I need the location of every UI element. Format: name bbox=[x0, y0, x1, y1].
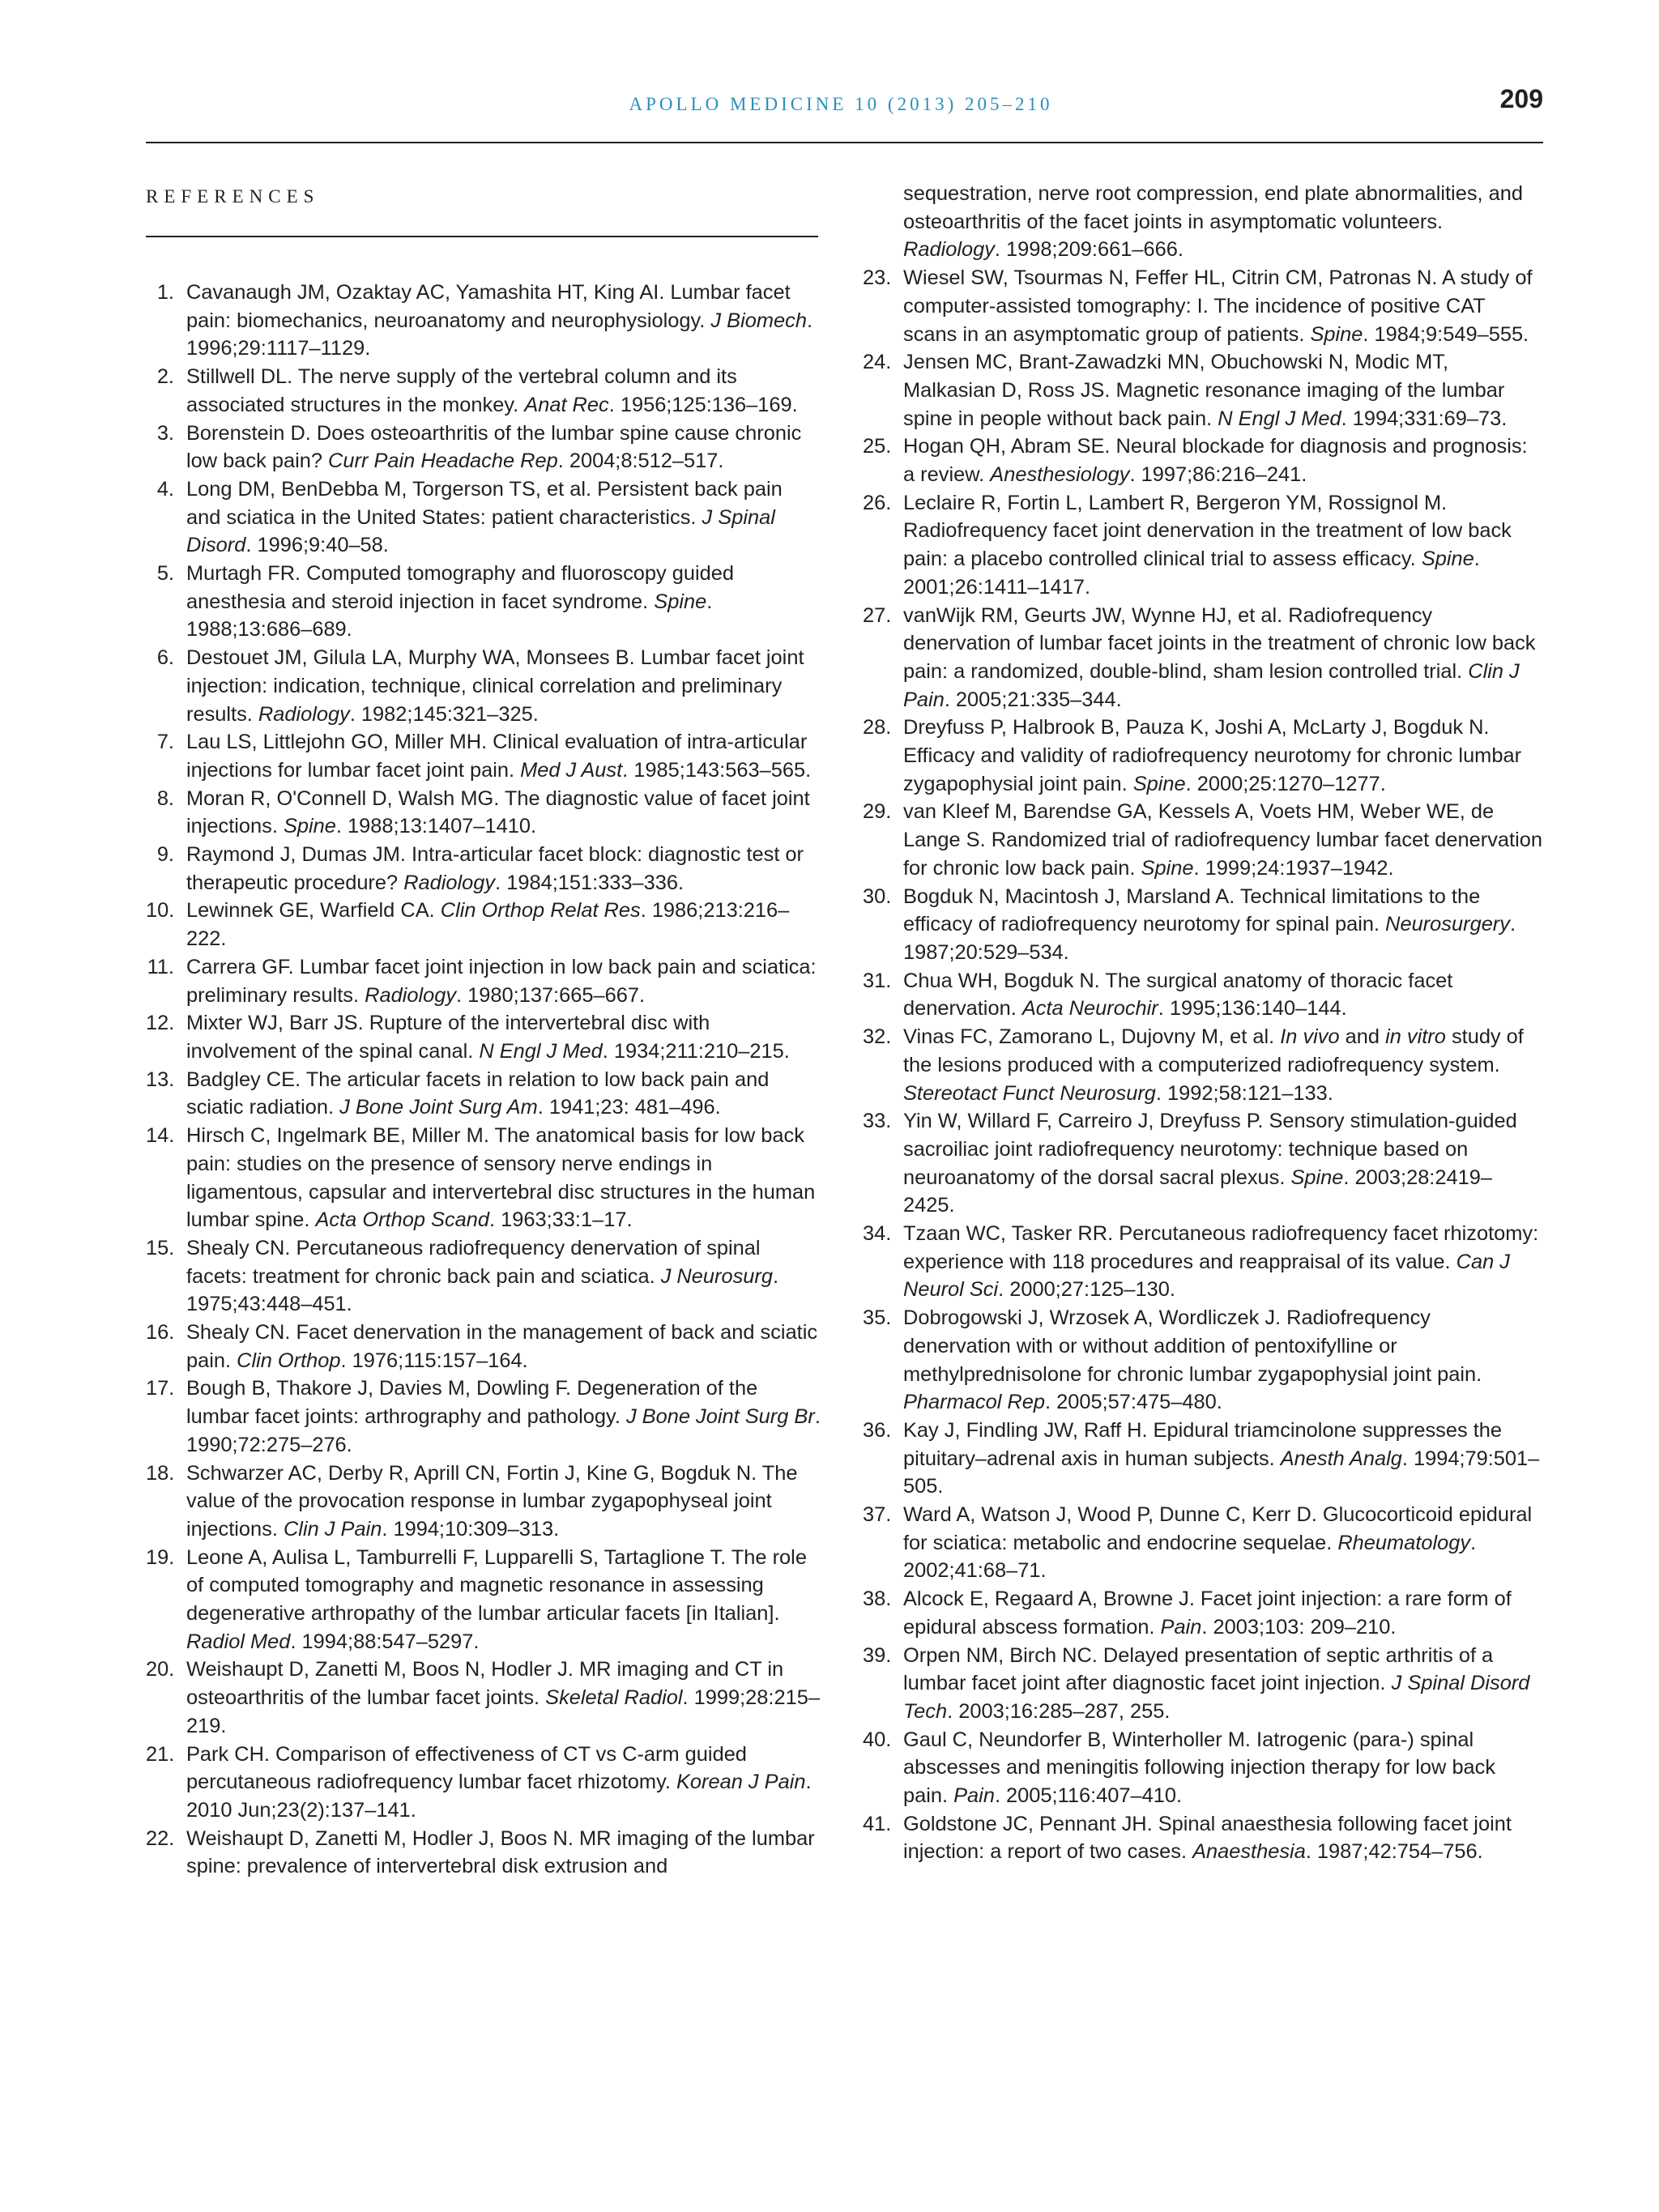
journal-name: Radiol Med bbox=[186, 1630, 291, 1653]
reference-text: vanWijk RM, Geurts JW, Wynne HJ, et al. Radiofrequency denervation of lumbar facet joints in the treatment of chronic low back pain: a randomized, double-blind, sham lesion controlled trial. bbox=[903, 603, 1536, 683]
reference-item bbox=[146, 728, 822, 784]
reference-citation: . 2005;116:407–410. bbox=[994, 1784, 1183, 1808]
journal-name: Can J Neurol Sci bbox=[903, 1250, 1510, 1302]
reference-text: Yin W, Willard F, Carreiro J, Dreyfuss P. Sensory stimulation-guided sacroiliac joint radiofrequency neurotomy: technique based on neuroanatomy of the dorsal sacral plexus. bbox=[903, 1110, 1517, 1189]
reference-item bbox=[146, 475, 822, 560]
reference-item bbox=[146, 897, 822, 953]
reference-text: Park CH. Comparison of effectiveness of CT vs C-arm guided percutaneous radiofrequency lumbar facet rhizotomy. bbox=[186, 1742, 747, 1794]
reference-text: Jensen MC, Brant-Zawadzki MN, Obuchowski N, Modic MT, Malkasian D, Ross JS. Magnetic resonance imaging of the lumbar spine in people without back pain. bbox=[903, 351, 1505, 430]
reference-item bbox=[146, 420, 822, 475]
reference-number: 10. bbox=[146, 899, 175, 923]
journal-name-3: Stereotact Funct Neurosurg bbox=[903, 1081, 1156, 1105]
reference-citation: . 1988;13:686–689. bbox=[186, 590, 713, 641]
reference-citation: . 1976;115:157–164. bbox=[340, 1349, 528, 1372]
reference-item bbox=[863, 1107, 1543, 1220]
journal-name: Skeletal Radiol bbox=[545, 1686, 683, 1710]
reference-citation-2: . 1992;58:121–133. bbox=[1155, 1081, 1333, 1105]
reference-text: Dreyfuss P, Halbrook B, Pauza K, Joshi A, McLarty J, Bogduk N. Efficacy and validity of radiofrequency neurotomy for chronic lumbar zygapophysial joint pain. bbox=[903, 716, 1522, 795]
reference-text: sequestration, nerve root compression, end plate abnormalities, and osteoarthritis of the facet joints in asymptomatic volunteers. bbox=[903, 182, 1523, 233]
reference-text: Hirsch C, Ingelmark BE, Miller M. The anatomical basis for low back pain: studies on the presence of sensory nerve endings in ligamentous, capsular and intervertebral disc structures in the human lumbar spine. bbox=[186, 1124, 816, 1232]
reference-text: Shealy CN. Percutaneous radiofrequency denervation of spinal facets: treatment for chronic back pain and sciatica. bbox=[186, 1236, 761, 1288]
reference-item bbox=[863, 1023, 1543, 1107]
reference-citation: . 2001;26:1411–1417. bbox=[903, 548, 1480, 599]
reference-citation: . 2002;41:68–71. bbox=[903, 1531, 1477, 1583]
reference-number: 27. bbox=[863, 603, 892, 627]
reference-number: 11. bbox=[147, 955, 174, 978]
reference-item bbox=[863, 1642, 1543, 1726]
journal-name: Anesthesiology bbox=[990, 463, 1130, 487]
section-divider bbox=[146, 236, 818, 237]
reference-citation: . 1999;24:1937–1942. bbox=[1193, 856, 1394, 880]
reference-text-2: study of the lesions produced with a computerized radiofrequency system. bbox=[903, 1025, 1524, 1076]
reference-citation: . 1980;137:665–667. bbox=[456, 983, 646, 1007]
reference-number: 31. bbox=[863, 969, 892, 992]
reference-text: Hogan QH, Abram SE. Neural blockade for diagnosis and prognosis: a review. bbox=[903, 435, 1528, 487]
reference-text: Long DM, BenDebba M, Torgerson TS, et al. Persistent back pain and sciatica in the United States: patient characteristics. bbox=[186, 477, 783, 529]
reference-citation: . 1941;23: 481–496. bbox=[537, 1096, 721, 1119]
reference-item bbox=[863, 1304, 1543, 1417]
reference-text: Bough B, Thakore J, Davies M, Dowling F. Degeneration of the lumbar facet joints: arthrography and pathology. bbox=[186, 1377, 758, 1429]
reference-number: 30. bbox=[863, 884, 892, 908]
reference-text: Vinas FC, Zamorano L, Dujovny M, et al. bbox=[903, 1025, 1281, 1049]
reference-item bbox=[863, 348, 1543, 433]
reference-citation: . 2003;103: 209–210. bbox=[1201, 1615, 1397, 1639]
reference-number: 21. bbox=[146, 1742, 175, 1766]
journal-name: Acta Orthop Scand bbox=[315, 1208, 490, 1232]
reference-citation: . 1990;72:275–276. bbox=[186, 1405, 821, 1456]
reference-citation: . 1996;9:40–58. bbox=[245, 534, 389, 557]
reference-item bbox=[146, 785, 822, 841]
reference-number: 8. bbox=[156, 786, 174, 810]
journal-name: N Engl J Med bbox=[479, 1039, 603, 1063]
reference-number: 37. bbox=[863, 1503, 892, 1527]
reference-citation: . 2010 Jun;23(2):137–141. bbox=[186, 1771, 812, 1822]
journal-name: J Neurosurg bbox=[660, 1264, 773, 1288]
reference-citation: . 1984;9:549–555. bbox=[1363, 322, 1529, 346]
reference-text: Lewinnek GE, Warfield CA. bbox=[186, 899, 441, 923]
journal-name: Spine bbox=[1421, 548, 1474, 571]
journal-name: Pain bbox=[1160, 1615, 1202, 1639]
reference-text: Weishaupt D, Zanetti M, Boos N, Hodler J. MR imaging and CT in osteoarthritis of the lumbar facet joints. bbox=[186, 1658, 784, 1710]
reference-item bbox=[863, 1726, 1543, 1810]
reference-text: Orpen NM, Birch NC. Delayed presentation of septic arthritis of a lumbar facet joint after diagnostic facet joint injection. bbox=[903, 1643, 1494, 1695]
reference-text: Carrera GF. Lumbar facet joint injection in low back pain and sciatica: preliminary results. bbox=[186, 955, 817, 1007]
reference-item bbox=[863, 180, 1543, 264]
journal-name: J Bone Joint Surg Br bbox=[625, 1405, 815, 1429]
reference-text: Borenstein D. Does osteoarthritis of the lumbar spine cause chronic low back pain? bbox=[186, 421, 802, 473]
reference-item bbox=[146, 1375, 822, 1459]
journal-name: Anesth Analg bbox=[1280, 1447, 1402, 1470]
reference-citation: . 2005;57:475–480. bbox=[1045, 1391, 1222, 1414]
reference-citation: . 2000;27:125–130. bbox=[998, 1278, 1175, 1302]
reference-number: 39. bbox=[863, 1643, 892, 1667]
reference-number: 16. bbox=[146, 1321, 175, 1345]
reference-item bbox=[863, 602, 1543, 714]
journal-name: Clin J Pain bbox=[903, 659, 1520, 711]
journal-name: Spine bbox=[1132, 772, 1186, 795]
journal-name: Spine bbox=[1310, 322, 1363, 346]
reference-item bbox=[863, 489, 1543, 602]
reference-citation: . 1987;20:529–534. bbox=[903, 913, 1516, 964]
reference-text: Alcock E, Regaard A, Browne J. Facet joint injection: a rare form of epidural abscess formation. bbox=[903, 1588, 1512, 1639]
journal-name: N Engl J Med bbox=[1218, 407, 1341, 430]
reference-number: 36. bbox=[863, 1418, 892, 1442]
journal-name: Neurosurgery bbox=[1385, 913, 1510, 936]
reference-item bbox=[863, 1501, 1543, 1585]
reference-item bbox=[863, 1417, 1543, 1501]
journal-name: Spine bbox=[1141, 856, 1194, 880]
page-number: 209 bbox=[1499, 84, 1543, 113]
journal-name: J Spinal Disord bbox=[186, 505, 775, 557]
journal-name: Korean J Pain bbox=[676, 1771, 806, 1794]
reference-citation: . 1988;13:1407–1410. bbox=[335, 815, 537, 838]
reference-number: 25. bbox=[863, 435, 892, 458]
journal-name: Spine bbox=[1290, 1166, 1344, 1189]
reference-citation: . 2005;21:335–344. bbox=[944, 688, 1122, 711]
reference-citation: . 1994;79:501–505. bbox=[903, 1447, 1540, 1498]
reference-citation: . 1994;10:309–313. bbox=[382, 1517, 560, 1541]
reference-text: Chua WH, Bogduk N. The surgical anatomy of thoracic facet denervation. bbox=[903, 969, 1453, 1021]
reference-item bbox=[146, 363, 822, 419]
journal-name: J Spinal Disord Tech bbox=[903, 1672, 1530, 1723]
reference-number: 17. bbox=[146, 1377, 175, 1400]
journal-name: J Bone Joint Surg Am bbox=[339, 1096, 538, 1119]
reference-text: Badgley CE. The articular facets in relation to low back pain and sciatic radiation. bbox=[186, 1068, 770, 1119]
reference-item bbox=[146, 1544, 822, 1656]
reference-number: 12. bbox=[146, 1012, 175, 1035]
reference-text: Shealy CN. Facet denervation in the management of back and sciatic pain. bbox=[186, 1321, 818, 1372]
reference-text: Schwarzer AC, Derby R, Aprill CN, Fortin J, Kine G, Bogduk N. The value of the provocation response in lumbar zygapophyseal joint injections. bbox=[186, 1461, 798, 1541]
reference-number: 2. bbox=[156, 365, 174, 389]
reference-citation: . 2003;16:285–287, 255. bbox=[947, 1699, 1171, 1723]
reference-number: 34. bbox=[863, 1222, 892, 1246]
reference-number: 26. bbox=[863, 491, 892, 514]
reference-number: 9. bbox=[156, 843, 174, 867]
reference-number: 1. bbox=[156, 281, 174, 304]
journal-name: Radiology bbox=[258, 702, 350, 726]
reference-number: 23. bbox=[863, 266, 892, 290]
journal-name: Spine bbox=[283, 815, 336, 838]
reference-citation: . 1984;151:333–336. bbox=[495, 871, 684, 894]
journal-name: Clin Orthop Relat Res bbox=[440, 899, 641, 923]
reference-number: 20. bbox=[146, 1658, 175, 1681]
reference-item bbox=[863, 798, 1543, 882]
reference-number: 6. bbox=[156, 646, 174, 670]
reference-item bbox=[863, 883, 1543, 967]
journal-name: Med J Aust bbox=[520, 758, 623, 782]
reference-text: Lau LS, Littlejohn GO, Miller MH. Clinical evaluation of intra-articular injections for lumbar facet joint pain. bbox=[186, 731, 808, 782]
reference-text: Murtagh FR. Computed tomography and fluoroscopy guided anesthesia and steroid injection in facet syndrome. bbox=[186, 562, 735, 613]
reference-number: 15. bbox=[146, 1236, 175, 1259]
reference-text: Wiesel SW, Tsourmas N, Feffer HL, Citrin CM, Patronas N. A study of computer-assisted tomography: I. The incidence of positive CAT scans in an asymptomatic group of patients. bbox=[903, 266, 1533, 346]
reference-item bbox=[146, 1009, 822, 1065]
reference-text: Destouet JM, Gilula LA, Murphy WA, Monsees B. Lumbar facet joint injection: indication, technique, clinical correlation and preliminary results. bbox=[186, 646, 804, 726]
reference-text: Tzaan WC, Tasker RR. Percutaneous radiofrequency facet rhizotomy: experience with 118 procedures and reappraisal of its value. bbox=[903, 1222, 1539, 1273]
reference-item bbox=[863, 714, 1543, 798]
journal-name: Pharmacol Rep bbox=[903, 1391, 1045, 1414]
references-list-right bbox=[863, 180, 1543, 1866]
reference-item bbox=[146, 279, 822, 363]
reference-citation: . 1934;211:210–215. bbox=[602, 1039, 790, 1063]
reference-citation: . 1975;43:448–451. bbox=[186, 1264, 779, 1316]
reference-citation: . 2000;25:1270–1277. bbox=[1185, 772, 1386, 795]
reference-citation: . 1982;145:321–325. bbox=[349, 702, 539, 726]
header-divider bbox=[146, 142, 1543, 143]
reference-item bbox=[146, 1319, 822, 1375]
reference-number: 38. bbox=[863, 1588, 892, 1611]
reference-citation: and bbox=[1339, 1025, 1386, 1049]
reference-item bbox=[146, 1122, 822, 1234]
journal-name-2: in vitro bbox=[1385, 1025, 1446, 1049]
reference-item bbox=[146, 1656, 822, 1740]
reference-text: Weishaupt D, Zanetti M, Hodler J, Boos N. MR imaging of the lumbar spine: prevalence of intervertebral disk extrusion and bbox=[186, 1826, 815, 1878]
reference-item bbox=[863, 967, 1543, 1023]
journal-name: Spine bbox=[654, 590, 707, 613]
reference-item bbox=[863, 433, 1543, 488]
reference-citation: . 1995;136:140–144. bbox=[1158, 997, 1347, 1021]
reference-number: 33. bbox=[863, 1110, 892, 1133]
reference-number: 4. bbox=[156, 477, 174, 501]
reference-citation: . 1997;86:216–241. bbox=[1129, 463, 1307, 487]
reference-item bbox=[146, 841, 822, 897]
reference-item bbox=[863, 264, 1543, 348]
reference-citation: . 1987;42:754–756. bbox=[1305, 1840, 1483, 1864]
journal-name: Rheumatology bbox=[1337, 1531, 1471, 1554]
reference-text: Leclaire R, Fortin L, Lambert R, Bergeron YM, Rossignol M. Radiofrequency facet joint denervation in the treatment of low back pain: a placebo controlled clinical trial to assess efficacy. bbox=[903, 491, 1512, 571]
reference-number: 13. bbox=[146, 1068, 175, 1091]
references-list-left bbox=[146, 279, 822, 1881]
reference-number: 32. bbox=[863, 1025, 892, 1049]
reference-item bbox=[146, 1825, 822, 1881]
reference-item bbox=[863, 1810, 1543, 1866]
journal-name: Pain bbox=[953, 1784, 995, 1808]
reference-item bbox=[146, 953, 822, 1009]
journal-name: Radiology bbox=[365, 983, 457, 1007]
reference-number: 28. bbox=[863, 716, 892, 739]
reference-item bbox=[146, 1234, 822, 1319]
reference-item bbox=[146, 1460, 822, 1544]
reference-citation: . 1963;33:1–17. bbox=[489, 1208, 633, 1232]
reference-citation: . 1994;88:547–5297. bbox=[290, 1630, 480, 1653]
journal-name: Radiology bbox=[903, 238, 995, 262]
reference-number: 18. bbox=[146, 1461, 175, 1485]
reference-citation: . 1998;209:661–666. bbox=[994, 238, 1183, 262]
reference-citation: . 1986;213:216–222. bbox=[186, 899, 790, 951]
reference-text: Bogduk N, Macintosh J, Marsland A. Technical limitations to the efficacy of radiofrequency neurotomy for spinal pain. bbox=[903, 884, 1481, 936]
reference-text: Dobrogowski J, Wrzosek A, Wordliczek J. Radiofrequency denervation with or without addition of pentoxifylline or methylprednisolone for chronic lumbar zygapophysial joint pain. bbox=[903, 1306, 1482, 1386]
journal-name: Curr Pain Headache Rep bbox=[328, 450, 558, 473]
reference-number: 22. bbox=[146, 1826, 175, 1850]
journal-name: Clin J Pain bbox=[283, 1517, 382, 1541]
reference-text: Moran R, O'Connell D, Walsh MG. The diagnostic value of facet joint injections. bbox=[186, 786, 810, 838]
reference-text: Goldstone JC, Pennant JH. Spinal anaesthesia following facet joint injection: a report of two cases. bbox=[903, 1812, 1512, 1864]
reference-number: 35. bbox=[863, 1306, 892, 1330]
reference-number: 14. bbox=[146, 1124, 175, 1148]
reference-text: Raymond J, Dumas JM. Intra-articular facet block: diagnostic test or therapeutic procedure? bbox=[186, 843, 804, 894]
reference-item bbox=[863, 1585, 1543, 1641]
reference-text: van Kleef M, Barendse GA, Kessels A, Voets HM, Weber WE, de Lange S. Randomized trial of radiofrequency lumbar facet denervation for chronic low back pain. bbox=[903, 800, 1542, 880]
journal-name: Clin Orthop bbox=[237, 1349, 341, 1372]
reference-item bbox=[146, 644, 822, 728]
reference-citation: . 1996;29:1117–1129. bbox=[186, 309, 813, 360]
reference-number: 19. bbox=[146, 1545, 175, 1569]
reference-text: Cavanaugh JM, Ozaktay AC, Yamashita HT, King AI. Lumbar facet pain: biomechanics, neuroanatomy and neurophysiology. bbox=[186, 281, 791, 332]
reference-number: 24. bbox=[863, 351, 892, 374]
journal-header: APOLLO MEDICINE 10 (2013) 205–210 bbox=[629, 94, 1053, 114]
journal-name: Acta Neurochir bbox=[1021, 997, 1158, 1021]
reference-text: Mixter WJ, Barr JS. Rupture of the intervertebral disc with involvement of the spinal canal. bbox=[186, 1012, 710, 1063]
reference-citation: . 1999;28:215–219. bbox=[186, 1686, 820, 1737]
reference-number: 40. bbox=[863, 1728, 892, 1751]
reference-text: Kay J, Findling JW, Raff H. Epidural triamcinolone suppresses the pituitary–adrenal axis in human subjects. bbox=[903, 1418, 1503, 1470]
references-heading: REFERENCES bbox=[146, 186, 320, 207]
reference-number: 5. bbox=[156, 562, 174, 586]
reference-item bbox=[146, 1066, 822, 1122]
journal-name: Radiology bbox=[403, 871, 496, 894]
reference-citation: . 2003;28:2419–2425. bbox=[903, 1166, 1492, 1217]
reference-number: 29. bbox=[863, 800, 892, 824]
reference-item bbox=[146, 1741, 822, 1825]
reference-citation: . 1994;331:69–73. bbox=[1341, 407, 1508, 430]
reference-citation: . 2004;8:512–517. bbox=[557, 450, 724, 473]
reference-item bbox=[863, 1220, 1543, 1304]
journal-name: J Biomech bbox=[710, 309, 807, 332]
reference-item bbox=[146, 560, 822, 644]
journal-name: In vivo bbox=[1280, 1025, 1340, 1049]
journal-name: Anaesthesia bbox=[1192, 1840, 1306, 1864]
reference-number: 41. bbox=[863, 1812, 892, 1835]
reference-text: Stillwell DL. The nerve supply of the vertebral column and its associated structures in the monkey. bbox=[186, 365, 737, 416]
reference-citation: . 1985;143:563–565. bbox=[622, 758, 812, 782]
reference-text: Ward A, Watson J, Wood P, Dunne C, Kerr D. Glucocorticoid epidural for sciatica: metabolic and endocrine sequelae. bbox=[903, 1503, 1533, 1554]
reference-citation: . 1956;125:136–169. bbox=[608, 393, 798, 416]
reference-text: Leone A, Aulisa L, Tamburrelli F, Lupparelli S, Tartaglione T. The role of computed tomography and magnetic resonance in assessing degenerative arthropathy of the lumbar articular facets [in Italian]. bbox=[186, 1545, 807, 1626]
journal-name: Anat Rec bbox=[524, 393, 609, 416]
reference-text: Gaul C, Neundorfer B, Winterholler M. Iatrogenic (para-) spinal abscesses and meningitis following injection therapy for low back pain. bbox=[903, 1728, 1496, 1808]
reference-number: 3. bbox=[156, 421, 174, 445]
reference-number: 7. bbox=[156, 731, 174, 754]
